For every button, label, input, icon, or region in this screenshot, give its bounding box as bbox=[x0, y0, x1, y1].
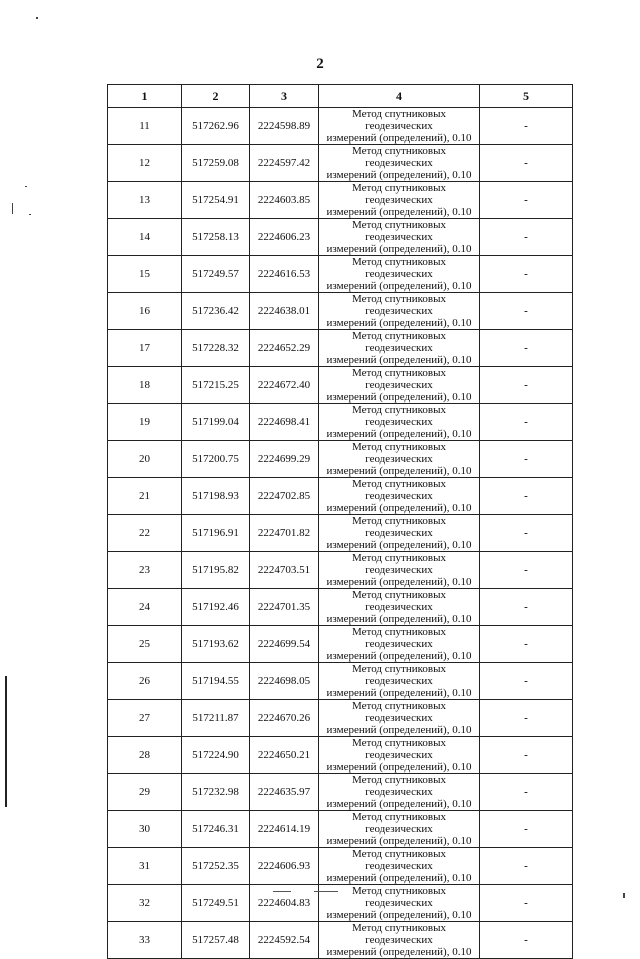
note-cell: - bbox=[480, 367, 573, 404]
table-row bbox=[108, 219, 573, 256]
method-line-1: Метод спутниковых геодезических bbox=[352, 589, 446, 613]
point-number-cell: 23 bbox=[108, 552, 182, 589]
note-cell: - bbox=[480, 700, 573, 737]
margin-scan-mark bbox=[5, 676, 7, 807]
x-coordinate-cell: 517257.48 bbox=[182, 922, 250, 959]
method-cell bbox=[319, 811, 480, 848]
header-col-2: 2 bbox=[182, 85, 250, 108]
note-cell: - bbox=[480, 182, 573, 219]
x-coordinate-cell: 517249.57 bbox=[182, 256, 250, 293]
note-cell: - bbox=[480, 478, 573, 515]
y-coordinate-cell: 2224598.89 bbox=[250, 108, 319, 145]
method-line-1: Метод спутниковых геодезических bbox=[352, 811, 446, 835]
method-cell bbox=[319, 700, 480, 737]
table-header-row bbox=[108, 85, 573, 108]
point-number-cell: 17 bbox=[108, 330, 182, 367]
point-number-cell: 30 bbox=[108, 811, 182, 848]
page-number: 2 bbox=[316, 56, 324, 72]
method-line-2: измерений (определений), 0.10 bbox=[326, 687, 472, 699]
method-cell bbox=[319, 922, 480, 959]
coordinates-table bbox=[107, 84, 573, 959]
method-line-1: Метод спутниковых геодезических bbox=[352, 848, 446, 872]
method-line-2: измерений (определений), 0.10 bbox=[326, 354, 472, 366]
table-row bbox=[108, 589, 573, 626]
method-line-1: Метод спутниковых геодезических bbox=[352, 626, 446, 650]
point-number-cell: 29 bbox=[108, 774, 182, 811]
method-line-2: измерений (определений), 0.10 bbox=[326, 465, 472, 477]
y-coordinate-cell: 2224698.41 bbox=[250, 404, 319, 441]
table-row bbox=[108, 552, 573, 589]
x-coordinate-cell: 517195.82 bbox=[182, 552, 250, 589]
method-line-2: измерений (определений), 0.10 bbox=[326, 539, 472, 551]
method-cell bbox=[319, 293, 480, 330]
point-number-cell: 21 bbox=[108, 478, 182, 515]
method-line-1: Метод спутниковых геодезических bbox=[352, 478, 446, 502]
x-coordinate-cell: 517200.75 bbox=[182, 441, 250, 478]
point-number-cell: 12 bbox=[108, 145, 182, 182]
table-row bbox=[108, 626, 573, 663]
note-cell: - bbox=[480, 441, 573, 478]
footer-rule bbox=[273, 891, 291, 892]
x-coordinate-cell: 517215.25 bbox=[182, 367, 250, 404]
scan-speck bbox=[36, 17, 38, 19]
method-line-2: измерений (определений), 0.10 bbox=[326, 835, 472, 847]
method-line-2: измерений (определений), 0.10 bbox=[326, 280, 472, 292]
table-row bbox=[108, 811, 573, 848]
y-coordinate-cell: 2224652.29 bbox=[250, 330, 319, 367]
method-line-1: Метод спутниковых геодезических bbox=[352, 663, 446, 687]
note-cell: - bbox=[480, 293, 573, 330]
table-row bbox=[108, 367, 573, 404]
table-row bbox=[108, 737, 573, 774]
note-cell: - bbox=[480, 330, 573, 367]
method-line-1: Метод спутниковых геодезических bbox=[352, 182, 446, 206]
y-coordinate-cell: 2224635.97 bbox=[250, 774, 319, 811]
table-row bbox=[108, 182, 573, 219]
table-row bbox=[108, 256, 573, 293]
table-row bbox=[108, 108, 573, 145]
x-coordinate-cell: 517198.93 bbox=[182, 478, 250, 515]
y-coordinate-cell: 2224702.85 bbox=[250, 478, 319, 515]
x-coordinate-cell: 517252.35 bbox=[182, 848, 250, 885]
method-line-1: Метод спутниковых геодезических bbox=[352, 404, 446, 428]
method-line-1: Метод спутниковых геодезических bbox=[352, 293, 446, 317]
scan-speck bbox=[29, 214, 31, 215]
y-coordinate-cell: 2224603.85 bbox=[250, 182, 319, 219]
header-col-4: 4 bbox=[319, 85, 480, 108]
method-line-1: Метод спутниковых геодезических bbox=[352, 441, 446, 465]
note-cell: - bbox=[480, 256, 573, 293]
method-line-2: измерений (определений), 0.10 bbox=[326, 428, 472, 440]
method-cell bbox=[319, 108, 480, 145]
method-cell bbox=[319, 367, 480, 404]
point-number-cell: 16 bbox=[108, 293, 182, 330]
header-col-5: 5 bbox=[480, 85, 573, 108]
note-cell: - bbox=[480, 774, 573, 811]
note-cell: - bbox=[480, 552, 573, 589]
method-line-1: Метод спутниковых геодезических bbox=[352, 737, 446, 761]
x-coordinate-cell: 517262.96 bbox=[182, 108, 250, 145]
point-number-cell: 24 bbox=[108, 589, 182, 626]
method-line-2: измерений (определений), 0.10 bbox=[326, 872, 472, 884]
method-cell bbox=[319, 478, 480, 515]
y-coordinate-cell: 2224699.54 bbox=[250, 626, 319, 663]
method-cell bbox=[319, 552, 480, 589]
table-row bbox=[108, 293, 573, 330]
point-number-cell: 20 bbox=[108, 441, 182, 478]
scan-speck bbox=[623, 893, 625, 898]
method-line-1: Метод спутниковых геодезических bbox=[352, 256, 446, 280]
y-coordinate-cell: 2224670.26 bbox=[250, 700, 319, 737]
method-cell bbox=[319, 663, 480, 700]
point-number-cell: 27 bbox=[108, 700, 182, 737]
note-cell: - bbox=[480, 145, 573, 182]
method-line-2: измерений (определений), 0.10 bbox=[326, 243, 472, 255]
method-line-1: Метод спутниковых геодезических bbox=[352, 515, 446, 539]
x-coordinate-cell: 517228.32 bbox=[182, 330, 250, 367]
table-row bbox=[108, 885, 573, 922]
note-cell: - bbox=[480, 922, 573, 959]
method-line-2: измерений (определений), 0.10 bbox=[326, 502, 472, 514]
x-coordinate-cell: 517236.42 bbox=[182, 293, 250, 330]
method-cell bbox=[319, 737, 480, 774]
table-row bbox=[108, 404, 573, 441]
note-cell: - bbox=[480, 848, 573, 885]
point-number-cell: 28 bbox=[108, 737, 182, 774]
note-cell: - bbox=[480, 626, 573, 663]
method-line-2: измерений (определений), 0.10 bbox=[326, 724, 472, 736]
method-line-2: измерений (определений), 0.10 bbox=[326, 946, 472, 958]
y-coordinate-cell: 2224703.51 bbox=[250, 552, 319, 589]
point-number-cell: 11 bbox=[108, 108, 182, 145]
y-coordinate-cell: 2224592.54 bbox=[250, 922, 319, 959]
x-coordinate-cell: 517211.87 bbox=[182, 700, 250, 737]
note-cell: - bbox=[480, 885, 573, 922]
method-line-2: измерений (определений), 0.10 bbox=[326, 909, 472, 921]
note-cell: - bbox=[480, 108, 573, 145]
x-coordinate-cell: 517192.46 bbox=[182, 589, 250, 626]
method-cell bbox=[319, 219, 480, 256]
table-row bbox=[108, 515, 573, 552]
point-number-cell: 32 bbox=[108, 885, 182, 922]
point-number-cell: 14 bbox=[108, 219, 182, 256]
point-number-cell: 15 bbox=[108, 256, 182, 293]
y-coordinate-cell: 2224604.83 bbox=[250, 885, 319, 922]
method-line-2: измерений (определений), 0.10 bbox=[326, 132, 472, 144]
method-line-1: Метод спутниковых геодезических bbox=[352, 922, 446, 946]
note-cell: - bbox=[480, 663, 573, 700]
note-cell: - bbox=[480, 404, 573, 441]
x-coordinate-cell: 517259.08 bbox=[182, 145, 250, 182]
method-cell bbox=[319, 589, 480, 626]
note-cell: - bbox=[480, 589, 573, 626]
method-line-1: Метод спутниковых геодезических bbox=[352, 330, 446, 354]
y-coordinate-cell: 2224701.35 bbox=[250, 589, 319, 626]
method-line-2: измерений (определений), 0.10 bbox=[326, 391, 472, 403]
y-coordinate-cell: 2224614.19 bbox=[250, 811, 319, 848]
method-cell bbox=[319, 515, 480, 552]
method-line-1: Метод спутниковых геодезических bbox=[352, 367, 446, 391]
method-line-2: измерений (определений), 0.10 bbox=[326, 761, 472, 773]
table-row bbox=[108, 330, 573, 367]
table-row bbox=[108, 441, 573, 478]
x-coordinate-cell: 517254.91 bbox=[182, 182, 250, 219]
method-line-2: измерений (определений), 0.10 bbox=[326, 650, 472, 662]
method-line-2: измерений (определений), 0.10 bbox=[326, 317, 472, 329]
method-cell bbox=[319, 145, 480, 182]
y-coordinate-cell: 2224650.21 bbox=[250, 737, 319, 774]
scan-speck bbox=[12, 203, 13, 214]
point-number-cell: 31 bbox=[108, 848, 182, 885]
y-coordinate-cell: 2224597.42 bbox=[250, 145, 319, 182]
point-number-cell: 25 bbox=[108, 626, 182, 663]
method-cell bbox=[319, 182, 480, 219]
point-number-cell: 33 bbox=[108, 922, 182, 959]
x-coordinate-cell: 517246.31 bbox=[182, 811, 250, 848]
method-cell bbox=[319, 885, 480, 922]
table-row bbox=[108, 145, 573, 182]
table-row bbox=[108, 663, 573, 700]
point-number-cell: 13 bbox=[108, 182, 182, 219]
x-coordinate-cell: 517196.91 bbox=[182, 515, 250, 552]
method-line-1: Метод спутниковых геодезических bbox=[352, 700, 446, 724]
method-cell bbox=[319, 848, 480, 885]
point-number-cell: 19 bbox=[108, 404, 182, 441]
point-number-cell: 18 bbox=[108, 367, 182, 404]
method-line-2: измерений (определений), 0.10 bbox=[326, 798, 472, 810]
header-col-1: 1 bbox=[108, 85, 182, 108]
scan-speck bbox=[25, 186, 27, 187]
x-coordinate-cell: 517193.62 bbox=[182, 626, 250, 663]
method-line-2: измерений (определений), 0.10 bbox=[326, 613, 472, 625]
method-line-1: Метод спутниковых геодезических bbox=[352, 219, 446, 243]
x-coordinate-cell: 517232.98 bbox=[182, 774, 250, 811]
method-line-2: измерений (определений), 0.10 bbox=[326, 169, 472, 181]
x-coordinate-cell: 517249.51 bbox=[182, 885, 250, 922]
point-number-cell: 26 bbox=[108, 663, 182, 700]
x-coordinate-cell: 517258.13 bbox=[182, 219, 250, 256]
method-cell bbox=[319, 774, 480, 811]
y-coordinate-cell: 2224606.93 bbox=[250, 848, 319, 885]
y-coordinate-cell: 2224616.53 bbox=[250, 256, 319, 293]
footer-rule bbox=[314, 891, 338, 892]
note-cell: - bbox=[480, 515, 573, 552]
y-coordinate-cell: 2224698.05 bbox=[250, 663, 319, 700]
x-coordinate-cell: 517194.55 bbox=[182, 663, 250, 700]
table-row bbox=[108, 922, 573, 959]
table-body bbox=[108, 108, 573, 959]
table-row bbox=[108, 774, 573, 811]
method-line-1: Метод спутниковых геодезических bbox=[352, 774, 446, 798]
y-coordinate-cell: 2224638.01 bbox=[250, 293, 319, 330]
method-line-2: измерений (определений), 0.10 bbox=[326, 576, 472, 588]
method-cell bbox=[319, 441, 480, 478]
note-cell: - bbox=[480, 811, 573, 848]
point-number-cell: 22 bbox=[108, 515, 182, 552]
method-line-2: измерений (определений), 0.10 bbox=[326, 206, 472, 218]
method-cell bbox=[319, 626, 480, 663]
note-cell: - bbox=[480, 737, 573, 774]
x-coordinate-cell: 517224.90 bbox=[182, 737, 250, 774]
y-coordinate-cell: 2224606.23 bbox=[250, 219, 319, 256]
method-cell bbox=[319, 256, 480, 293]
method-line-1: Метод спутниковых геодезических bbox=[352, 552, 446, 576]
table-row bbox=[108, 700, 573, 737]
method-line-1: Метод спутниковых геодезических bbox=[352, 145, 446, 169]
header-col-3: 3 bbox=[250, 85, 319, 108]
x-coordinate-cell: 517199.04 bbox=[182, 404, 250, 441]
table-row bbox=[108, 478, 573, 515]
y-coordinate-cell: 2224701.82 bbox=[250, 515, 319, 552]
y-coordinate-cell: 2224672.40 bbox=[250, 367, 319, 404]
note-cell: - bbox=[480, 219, 573, 256]
method-cell bbox=[319, 330, 480, 367]
method-line-1: Метод спутниковых геодезических bbox=[352, 108, 446, 132]
method-line-1: Метод спутниковых геодезических bbox=[352, 885, 446, 909]
method-cell bbox=[319, 404, 480, 441]
y-coordinate-cell: 2224699.29 bbox=[250, 441, 319, 478]
table-row bbox=[108, 848, 573, 885]
